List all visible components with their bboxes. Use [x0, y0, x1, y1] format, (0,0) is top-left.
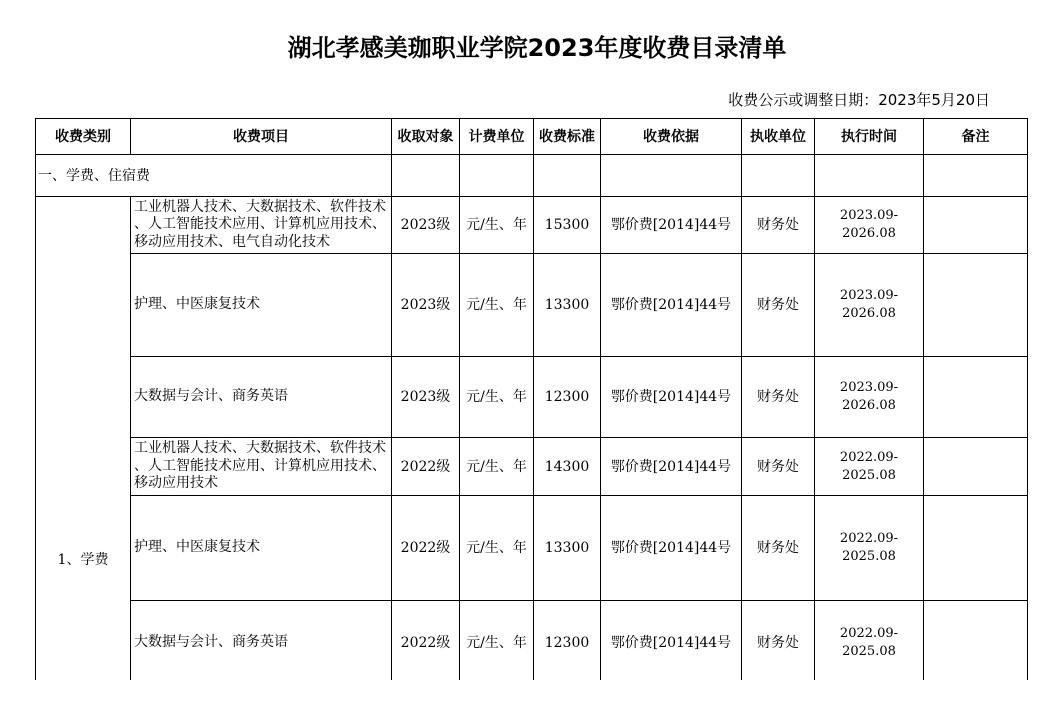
- header-category: 收费类别: [36, 119, 131, 155]
- target-cell: 2022级: [392, 438, 460, 496]
- empty-cell: [460, 155, 534, 197]
- empty-cell: [742, 155, 815, 197]
- note-cell: [924, 197, 1028, 254]
- empty-cell: [392, 155, 460, 197]
- item-cell: 大数据与会计、商务英语: [131, 601, 392, 681]
- standard-cell: 15300: [534, 197, 601, 254]
- table-row: [36, 254, 1028, 357]
- target-cell: 2023级: [392, 254, 460, 357]
- category-label: 1、学费: [36, 197, 131, 681]
- item-cell: 护理、中医康复技术: [131, 254, 392, 357]
- empty-cell: [924, 155, 1028, 197]
- note-cell: [924, 438, 1028, 496]
- table-row: [36, 357, 1028, 438]
- header-item: 收费项目: [131, 119, 392, 155]
- empty-cell: [534, 155, 601, 197]
- collector-cell: 财务处: [742, 197, 815, 254]
- header-target: 收取对象: [392, 119, 460, 155]
- fee-table: [35, 118, 1028, 680]
- standard-cell: 12300: [534, 357, 601, 438]
- standard-cell: 13300: [534, 496, 601, 601]
- item-cell: 工业机器人技术、大数据技术、软件技术、人工智能技术应用、计算机应用技术、移动应用技术、电气自动化技术: [131, 197, 392, 254]
- header-unit: 计费单位: [460, 119, 534, 155]
- note-cell: [924, 496, 1028, 601]
- unit-cell: 元/生、年: [460, 438, 534, 496]
- unit-cell: 元/生、年: [460, 496, 534, 601]
- basis-cell: 鄂价费[2014]44号: [601, 254, 742, 357]
- unit-cell: 元/生、年: [460, 357, 534, 438]
- basis-cell: 鄂价费[2014]44号: [601, 601, 742, 681]
- target-cell: 2022级: [392, 601, 460, 681]
- note-cell: [924, 601, 1028, 681]
- unit-cell: 元/生、年: [460, 197, 534, 254]
- table-row: [36, 438, 1028, 496]
- section-row: [36, 155, 1028, 197]
- period-cell: 2022.09- 2025.08: [815, 601, 924, 681]
- collector-cell: 财务处: [742, 357, 815, 438]
- header-collector: 执收单位: [742, 119, 815, 155]
- header-note: 备注: [924, 119, 1028, 155]
- period-cell: 2022.09- 2025.08: [815, 496, 924, 601]
- collector-cell: 财务处: [742, 601, 815, 681]
- note-cell: [924, 254, 1028, 357]
- item-cell: 护理、中医康复技术: [131, 496, 392, 601]
- item-cell: 大数据与会计、商务英语: [131, 357, 392, 438]
- publish-date: 收费公示或调整日期：2023年5月20日: [728, 91, 990, 109]
- fee-table-container: [35, 118, 1028, 680]
- basis-cell: 鄂价费[2014]44号: [601, 197, 742, 254]
- basis-cell: 鄂价费[2014]44号: [601, 438, 742, 496]
- section-label: 一、学费、住宿费: [36, 155, 392, 197]
- period-cell: 2023.09- 2026.08: [815, 357, 924, 438]
- header-standard: 收费标准: [534, 119, 601, 155]
- period-cell: 2023.09- 2026.08: [815, 254, 924, 357]
- table-row: [36, 496, 1028, 601]
- item-cell: 工业机器人技术、大数据技术、软件技术、人工智能技术应用、计算机应用技术、移动应用技术: [131, 438, 392, 496]
- collector-cell: 财务处: [742, 254, 815, 357]
- collector-cell: 财务处: [742, 438, 815, 496]
- header-period: 执行时间: [815, 119, 924, 155]
- period-cell: 2023.09- 2026.08: [815, 197, 924, 254]
- unit-cell: 元/生、年: [460, 601, 534, 681]
- standard-cell: 12300: [534, 601, 601, 681]
- basis-cell: 鄂价费[2014]44号: [601, 357, 742, 438]
- note-cell: [924, 357, 1028, 438]
- table-row: [36, 601, 1028, 681]
- table-header-row: [36, 119, 1028, 155]
- basis-cell: 鄂价费[2014]44号: [601, 496, 742, 601]
- period-cell: 2022.09- 2025.08: [815, 438, 924, 496]
- target-cell: 2023级: [392, 357, 460, 438]
- collector-cell: 财务处: [742, 496, 815, 601]
- unit-cell: 元/生、年: [460, 254, 534, 357]
- standard-cell: 13300: [534, 254, 601, 357]
- empty-cell: [601, 155, 742, 197]
- standard-cell: 14300: [534, 438, 601, 496]
- table-row: [36, 197, 1028, 254]
- empty-cell: [815, 155, 924, 197]
- header-basis: 收费依据: [601, 119, 742, 155]
- document-title: 湖北孝感美珈职业学院2023年度收费目录清单: [287, 34, 787, 62]
- target-cell: 2023级: [392, 197, 460, 254]
- target-cell: 2022级: [392, 496, 460, 601]
